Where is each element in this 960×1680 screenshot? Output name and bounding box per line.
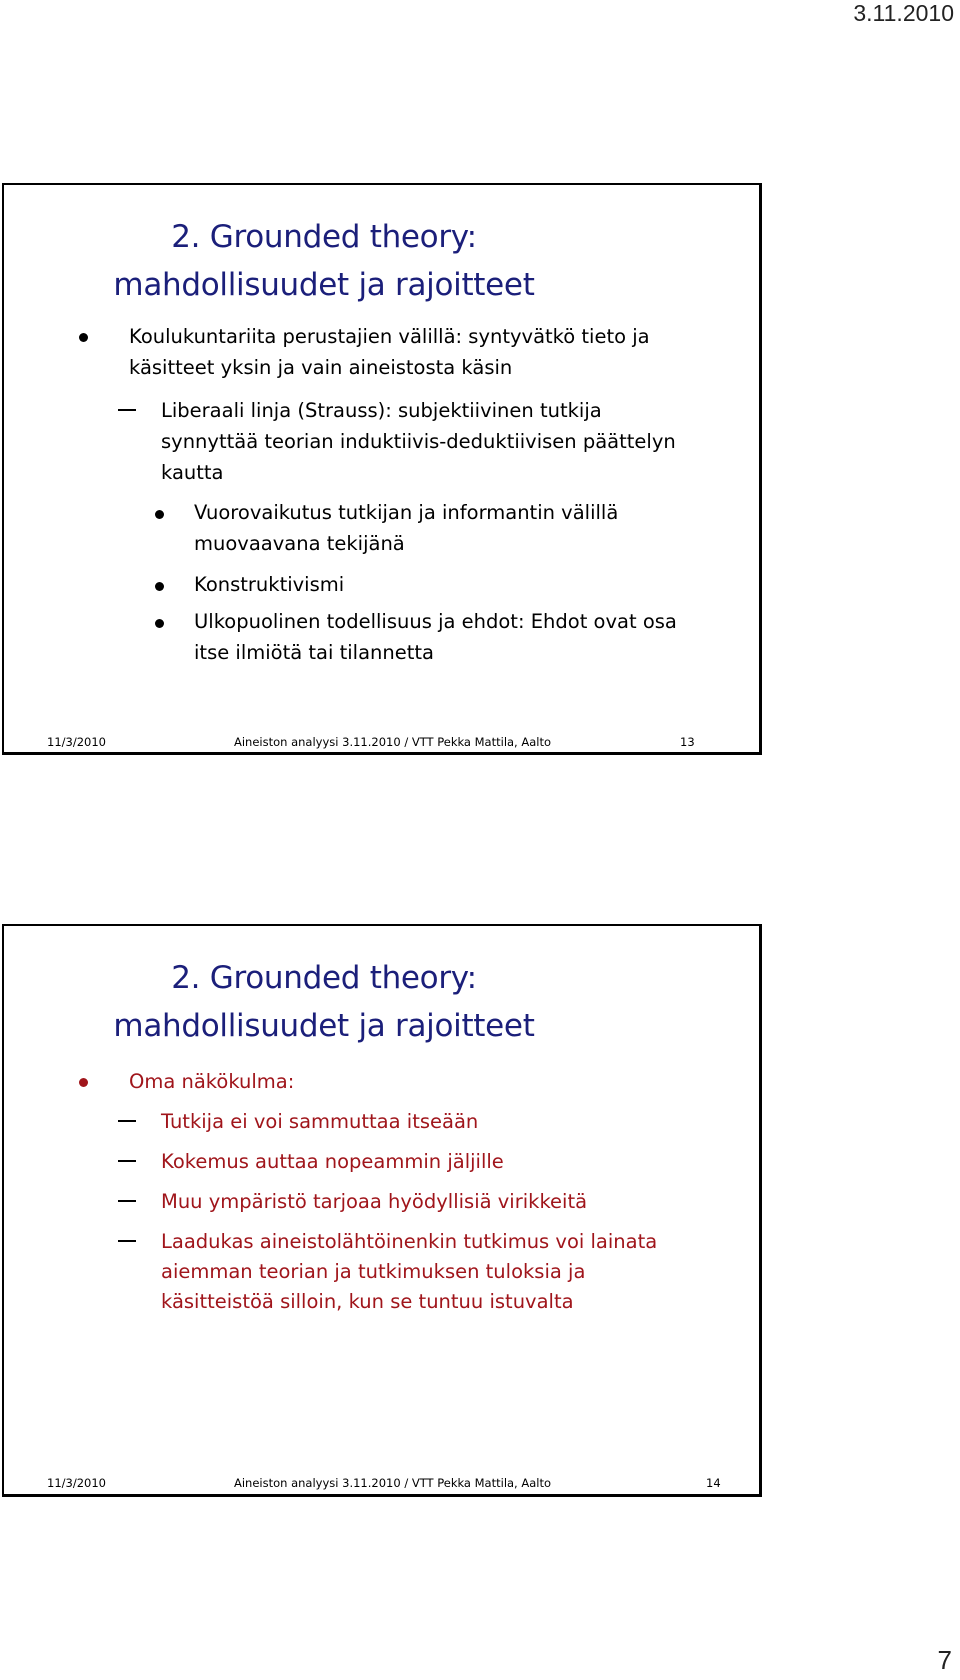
slide-title-line: mahdollisuudet ja rajoitteet <box>113 1008 535 1044</box>
slide-title <box>4 954 644 1050</box>
footer-date: 11/3/2010 <box>47 1476 106 1490</box>
list-item-text: Tutkija ei voi sammuttaa itseään <box>161 1110 479 1133</box>
footer-presentation-info: Aineiston analyysi 3.11.2010 / VTT Pekka Mattila, Aalto <box>234 1476 552 1490</box>
list-item-text: Koulukuntariita perustajien välillä: syntyvätkö tieto ja <box>129 325 650 348</box>
dash-marker <box>118 409 136 411</box>
dash-marker <box>118 1160 136 1162</box>
list-item-text: käsitteistöä silloin, kun se tuntuu istuvalta <box>161 1290 574 1313</box>
list-item-text: synnyttää teorian induktiivis-deduktiivisen päättelyn <box>161 430 676 453</box>
list-item-text: aiemman teorian ja tutkimuksen tuloksia ja <box>161 1260 586 1283</box>
list-item-text: itse ilmiötä tai tilannetta <box>194 641 434 664</box>
slide-13 <box>2 183 762 755</box>
bullet-dot <box>155 582 164 591</box>
list-item-text: käsitteet yksin ja vain aineistosta käsin <box>129 356 513 379</box>
bullet-dot <box>155 510 164 519</box>
footer-slide-number: 13 <box>680 735 695 749</box>
footer-date: 11/3/2010 <box>47 735 106 749</box>
bullet-dot <box>155 619 164 628</box>
dash-marker <box>118 1200 136 1202</box>
list-item-text: Laadukas aineistolähtöinenkin tutkimus voi lainata <box>161 1230 658 1253</box>
slide-title <box>4 213 644 309</box>
list-item-text: Ulkopuolinen todellisuus ja ehdot: Ehdot ovat osa <box>194 610 677 633</box>
slide-title-line: mahdollisuudet ja rajoitteet <box>113 267 535 303</box>
list-item-text: kautta <box>161 461 224 484</box>
bullet-dot <box>79 1078 88 1087</box>
bullet-dot <box>79 333 88 342</box>
page-header-date: 3.11.2010 <box>853 0 954 26</box>
dash-marker <box>118 1120 136 1122</box>
list-item-text: Muu ympäristö tarjoaa hyödyllisiä virikkeitä <box>161 1190 588 1213</box>
footer-slide-number: 14 <box>706 1476 721 1490</box>
list-item-text: Vuorovaikutus tutkijan ja informantin välillä <box>194 501 619 524</box>
list-item-text: muovaavana tekijänä <box>194 532 405 555</box>
slide-14 <box>2 924 762 1497</box>
footer-presentation-info: Aineiston analyysi 3.11.2010 / VTT Pekka Mattila, Aalto <box>234 735 552 749</box>
list-item-text: Kokemus auttaa nopeammin jäljille <box>161 1150 504 1173</box>
list-item-text: Liberaali linja (Strauss): subjektiivinen tutkija <box>161 399 602 422</box>
list-item-text: Konstruktivismi <box>194 573 345 596</box>
dash-marker <box>118 1240 136 1242</box>
slide-title-line: 2. Grounded theory: <box>171 960 477 996</box>
page-number: 7 <box>937 1645 952 1675</box>
list-item-text: Oma näkökulma: <box>129 1070 295 1093</box>
slide-title-line: 2. Grounded theory: <box>171 219 477 255</box>
